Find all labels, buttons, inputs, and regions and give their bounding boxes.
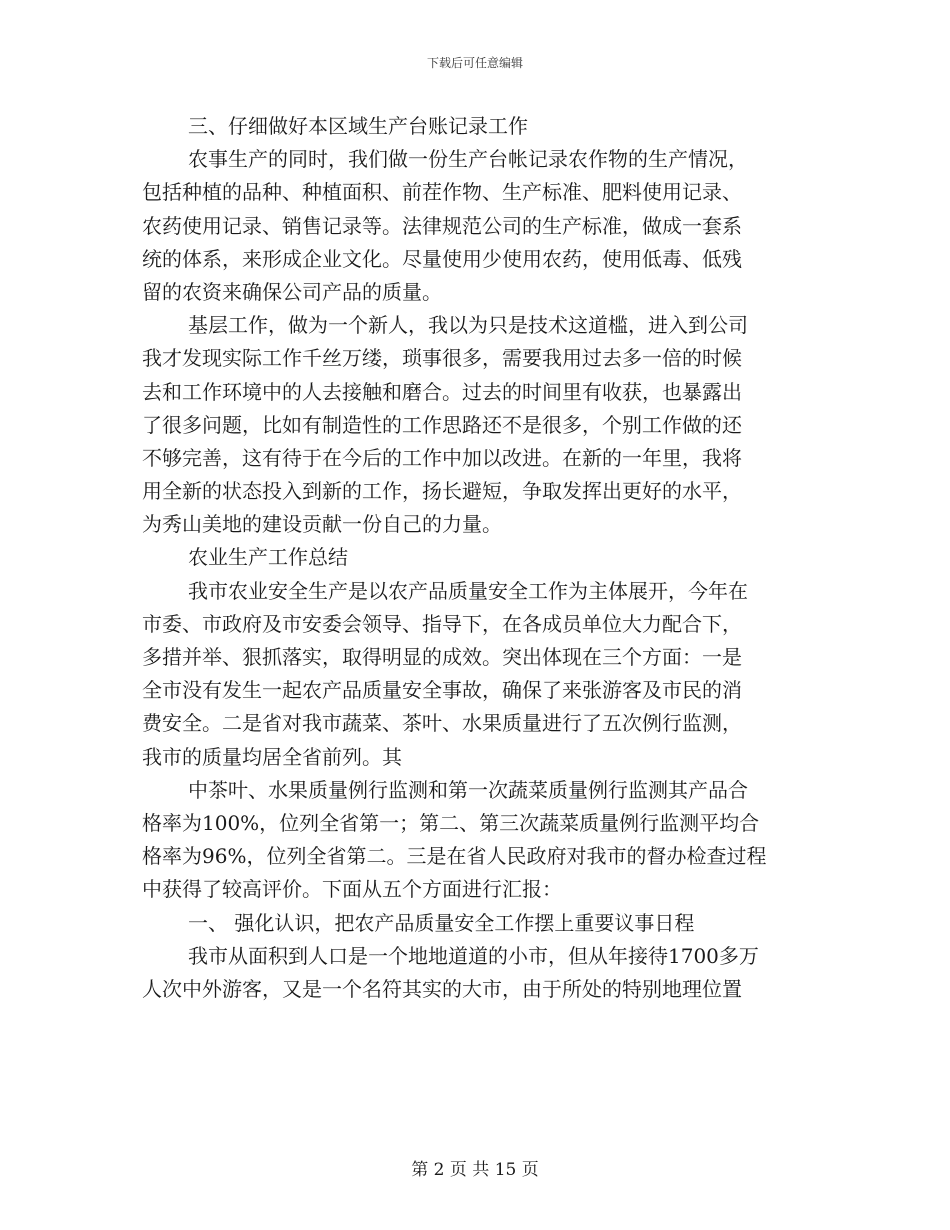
- paragraph-line: 全市没有发生一起农产品质量安全事故，确保了来张游客及市民的消: [142, 678, 742, 703]
- paragraph-line: 中茶叶、水果质量例行监测和第一次蔬菜质量例行监测其产品合: [188, 777, 748, 802]
- paragraph-line: 农药使用记录、销售记录等。法律规范公司的生产标准，做成一套系: [142, 213, 742, 238]
- document-body: [142, 110, 808, 1006]
- paragraph-line: 费安全。二是省对我市蔬菜、茶叶、水果质量进行了五次例行监测，: [142, 711, 742, 736]
- paragraph-line: 农事生产的同时，我们做一份生产台帐记录农作物的生产情况，: [188, 147, 748, 172]
- paragraph-line: 留的农资来确保公司产品的质量。: [142, 279, 442, 304]
- page-number: 第 2 页 共 15 页: [411, 1160, 539, 1180]
- paragraph-line: 格率为96%，位列全省第二。三是在省人民政府对我市的督办检查过程: [142, 844, 767, 869]
- section-heading: 一、 强化认识，把农产品质量安全工作摆上重要议事日程: [188, 910, 695, 935]
- paragraph-line: 多措并举、狠抓落实，取得明显的成效。突出体现在三个方面：一是: [142, 645, 742, 669]
- paragraph-line: 我才发现实际工作千丝万缕，琐事很多，需要我用过去多一倍的时候: [142, 346, 742, 371]
- paragraph-line: 中获得了较高评价。下面从五个方面进行汇报：: [142, 877, 562, 902]
- section-heading: 农业生产工作总结: [188, 545, 348, 570]
- paragraph-line: 市委、市政府及市安委会领导、指导下，在各成员单位大力配合下，: [142, 611, 742, 636]
- paragraph-line: 基层工作，做为一个新人，我以为只是技术这道槛，进入到公司: [188, 313, 748, 338]
- paragraph-line: 用全新的状态投入到新的工作，扬长避短，争取发挥出更好的水平，: [142, 479, 742, 504]
- paragraph-line: 格率为100%，位列全省第一；第二、第三次蔬菜质量例行监测平均合: [142, 810, 760, 835]
- paragraph-line: 人次中外游客，又是一个名符其实的大市，由于所处的特别地理位置: [142, 976, 742, 1001]
- paragraph-line: 了很多问题，比如有制造性的工作思路还不是很多，个别工作做的还: [142, 412, 742, 437]
- page-header: 下载后可任意编辑: [426, 56, 523, 70]
- paragraph-line: 我市从面积到人口是一个地地道道的小市，但从年接待1700多万: [188, 943, 759, 968]
- paragraph-line: 统的体系，来形成企业文化。尽量使用少使用农药，使用低毒、低残: [142, 246, 742, 271]
- paragraph-line: 去和工作环境中的人去接触和磨合。过去的时间里有收获，也暴露出: [142, 379, 742, 404]
- section-heading: 三、仔细做好本区域生产台账记录工作: [188, 114, 528, 138]
- paragraph-line: 不够完善，这有待于在今后的工作中加以改进。在新的一年里，我将: [142, 445, 742, 470]
- paragraph-line: 我市农业安全生产是以农产品质量安全工作为主体展开，今年在: [188, 578, 748, 603]
- paragraph-line: 我市的质量均居全省前列。其: [142, 744, 402, 769]
- paragraph-line: 包括种植的品种、种植面积、前茬作物、生产标准、肥料使用记录、: [142, 180, 742, 205]
- paragraph-line: 为秀山美地的建设贡献一份自己的力量。: [142, 512, 502, 537]
